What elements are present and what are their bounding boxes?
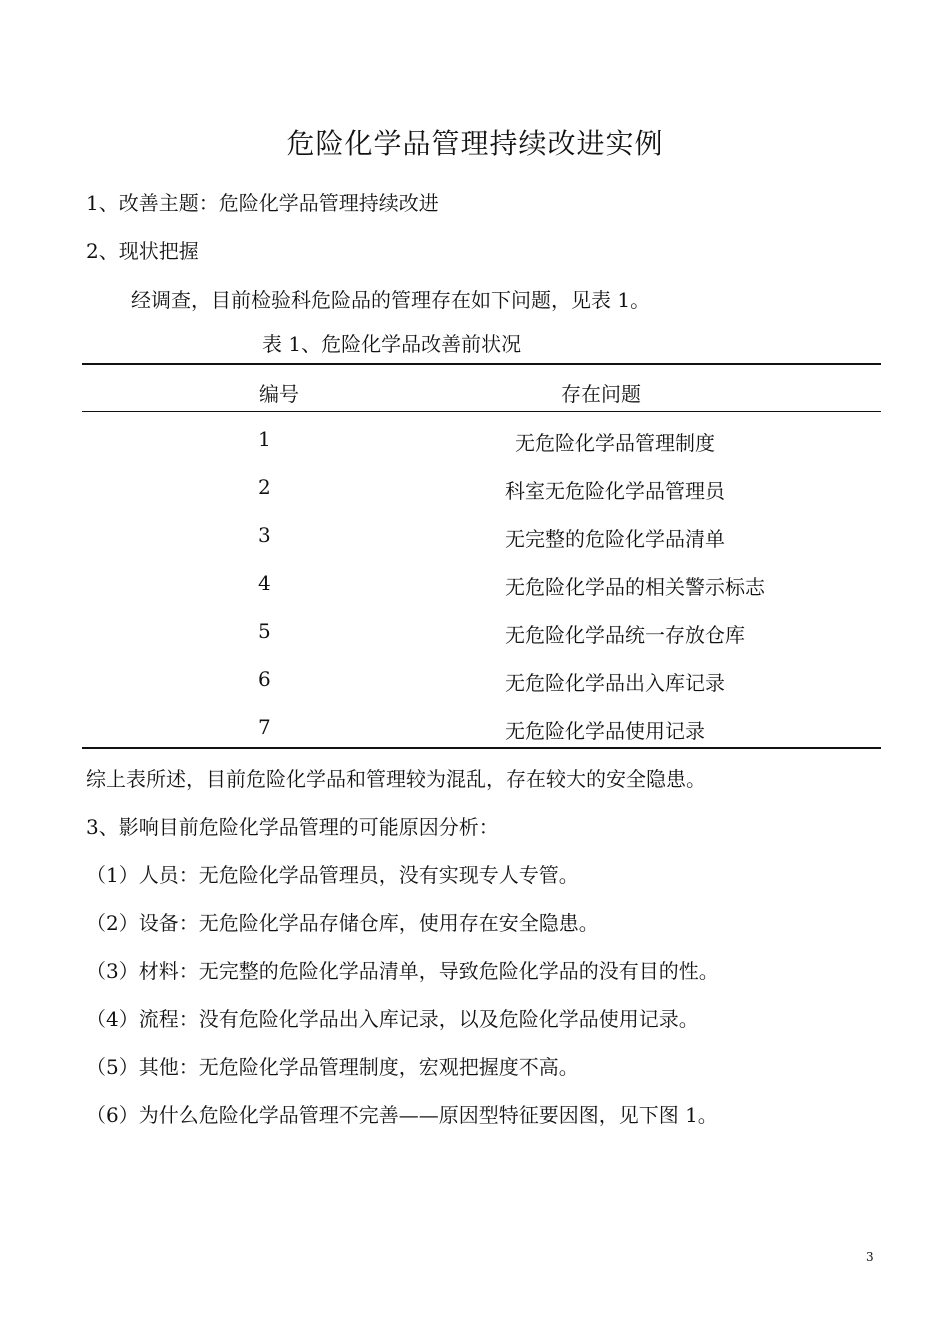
- table-cell-no: 6: [258, 667, 271, 691]
- section-2-heading: 2、现状把握: [86, 239, 199, 263]
- table-cell-no: 7: [258, 715, 271, 739]
- cause-item: （4）流程：没有危险化学品出入库记录，以及危险化学品使用记录。: [86, 1007, 699, 1031]
- table-top-rule: [82, 363, 881, 365]
- cause-item: （2）设备：无危险化学品存储仓库，使用存在安全隐患。: [86, 911, 599, 935]
- table-cell-no: 5: [258, 619, 271, 643]
- table-cell-no: 4: [258, 571, 271, 595]
- intro-paragraph: 经调查，目前检验科危险品的管理存在如下问题，见表 1。: [131, 288, 651, 312]
- table-header-issue: 存在问题: [561, 382, 641, 406]
- table-cell-issue: 无危险化学品使用记录: [505, 719, 705, 743]
- page-number: 3: [866, 1250, 874, 1264]
- table-cell-no: 3: [258, 523, 271, 547]
- page-title: 危险化学品管理持续改进实例: [286, 127, 664, 160]
- cause-item: （3）材料：无完整的危险化学品清单，导致危险化学品的没有目的性。: [86, 959, 719, 983]
- cause-item: （6）为什么危险化学品管理不完善——原因型特征要因图，见下图 1。: [86, 1103, 718, 1127]
- table-header-rule: [82, 411, 881, 412]
- cause-item: （5）其他：无危险化学品管理制度，宏观把握度不高。: [86, 1055, 579, 1079]
- table-cell-issue: 无危险化学品管理制度: [515, 431, 715, 455]
- section-1-heading: 1、改善主题：危险化学品管理持续改进: [86, 191, 439, 215]
- table-bottom-rule: [82, 747, 881, 749]
- table-cell-issue: 无危险化学品的相关警示标志: [505, 575, 765, 599]
- table-cell-no: 2: [258, 475, 271, 499]
- cause-item: （1）人员：无危险化学品管理员，没有实现专人专管。: [86, 863, 579, 887]
- table-cell-issue: 无危险化学品出入库记录: [505, 671, 725, 695]
- summary-paragraph: 综上表所述，目前危险化学品和管理较为混乱，存在较大的安全隐患。: [86, 767, 706, 791]
- table-cell-issue: 无危险化学品统一存放仓库: [505, 623, 745, 647]
- table-cell-issue: 无完整的危险化学品清单: [505, 527, 725, 551]
- table-header-no: 编号: [259, 382, 299, 406]
- table-caption: 表 1、危险化学品改善前状况: [262, 332, 522, 356]
- table-cell-issue: 科室无危险化学品管理员: [505, 479, 725, 503]
- section-3-heading: 3、影响目前危险化学品管理的可能原因分析：: [86, 815, 499, 839]
- table-cell-no: 1: [258, 427, 271, 451]
